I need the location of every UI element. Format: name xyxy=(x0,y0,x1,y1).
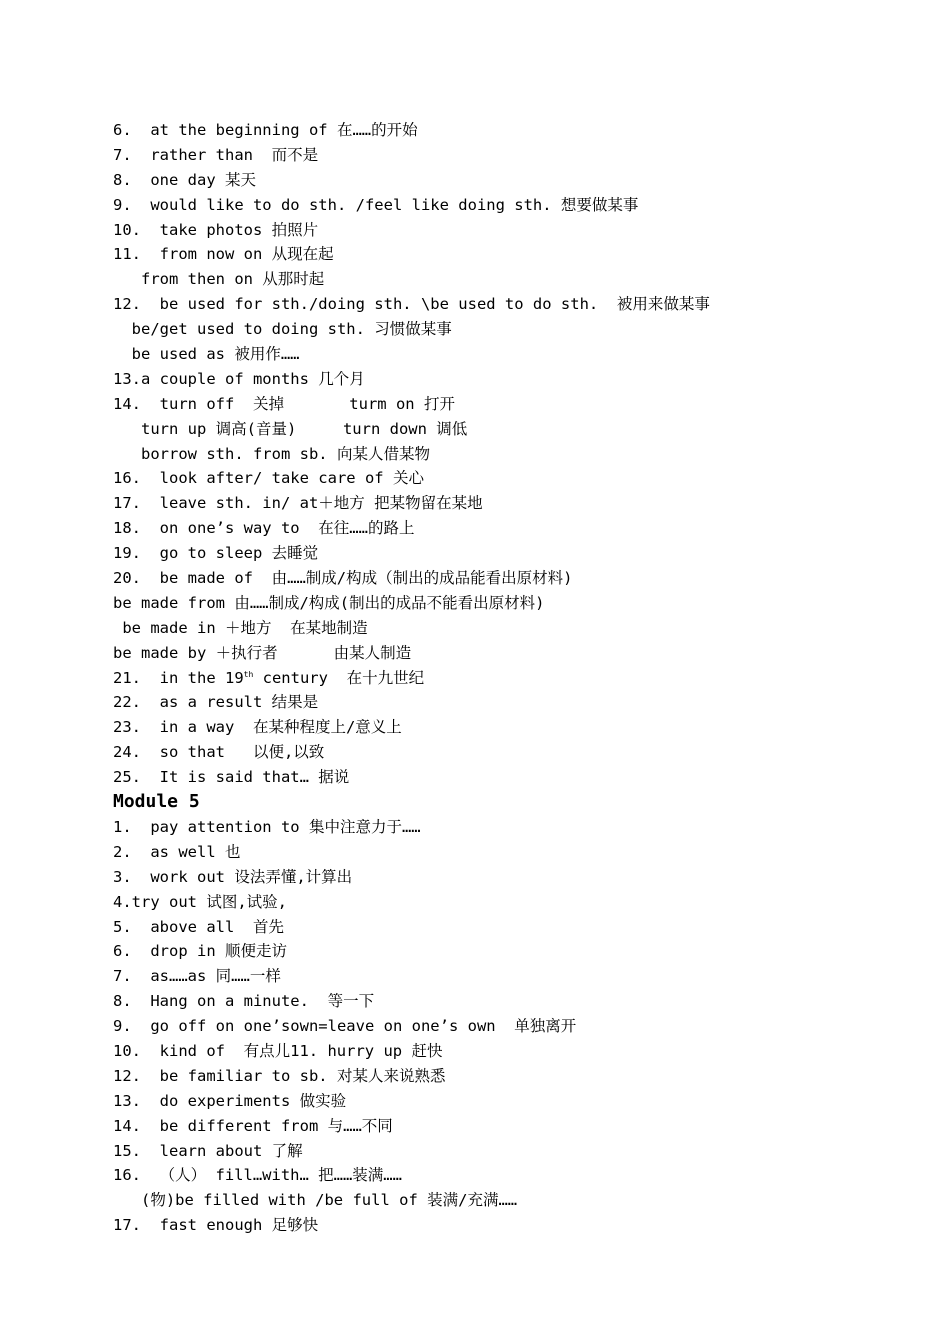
phrase-line: 10. take photos 拍照片 xyxy=(113,220,319,239)
phrase-line: 18. on one’s way to 在往……的路上 xyxy=(113,519,415,538)
phrase-group-module5 xyxy=(113,815,913,1238)
phrase-line: 8. one day 某天 xyxy=(113,170,256,189)
phrase-line: 16. （人） fill…with… 把……装满…… xyxy=(113,1166,402,1185)
phrase-line: 7. rather than 而不是 xyxy=(113,145,319,164)
phrase-line: 24. so that 以便,以致 xyxy=(113,743,325,762)
line21-prefix: 21. in the 19 xyxy=(113,668,244,687)
phrase-line: 23. in a way 在某种程度上/意义上 xyxy=(113,718,402,737)
phrase-line: 20. be made of 由……制成/构成（制出的成品能看出原材料) xyxy=(113,569,573,588)
phrase-line: 9. go off on one’sown=leave on one’s own 单独离开 xyxy=(113,1017,577,1036)
phrase-line: 13.a couple of months 几个月 xyxy=(113,369,365,388)
phrase-line: 7. as……as 同……一样 xyxy=(113,967,281,986)
line21-suffix: century 在十九世纪 xyxy=(253,668,425,687)
phrase-line: 12. be used for sth./doing sth. \be used to do sth. 被用来做某事 xyxy=(113,295,710,314)
phrase-line: 15. learn about 了解 xyxy=(113,1141,303,1160)
ordinal-superscript: th xyxy=(243,669,254,679)
module-heading: Module 5 xyxy=(113,791,200,813)
phrase-line: 6. drop in 顺便走访 xyxy=(113,942,287,961)
phrase-line: 2. as well 也 xyxy=(113,842,241,861)
phrase-line: 3. work out 设法弄懂,计算出 xyxy=(113,867,353,886)
phrase-line: 9. would like to do sth. /feel like doing sth. 想要做某事 xyxy=(113,195,639,214)
phrase-group-part2 xyxy=(113,690,913,790)
phrase-line: 19. go to sleep 去睡觉 xyxy=(113,544,319,563)
phrase-line: 1. pay attention to 集中注意力于…… xyxy=(113,817,421,836)
phrase-line: 12. be familiar to sb. 对某人来说熟悉 xyxy=(113,1066,446,1085)
phrase-line: 13. do experiments 做实验 xyxy=(113,1091,347,1110)
phrase-line: 17. leave sth. in/ at＋地方 把某物留在某地 xyxy=(113,494,483,513)
phrase-line: be made by ＋执行者 由某人制造 xyxy=(113,643,412,662)
phrase-line: from then on 从那时起 xyxy=(113,270,325,289)
phrase-line: be made from 由……制成/构成(制出的成品不能看出原材料) xyxy=(113,593,545,612)
phrase-line: 17. fast enough 足够快 xyxy=(113,1216,319,1235)
phrase-line: 16. look after/ take care of 关心 xyxy=(113,469,424,488)
phrase-line: 11. from now on 从现在起 xyxy=(113,245,334,264)
phrase-group-part1 xyxy=(113,118,913,666)
phrase-line-21 xyxy=(113,666,913,691)
phrase-line: 8. Hang on a minute. 等一下 xyxy=(113,992,375,1011)
phrase-line: 6. at the beginning of 在……的开始 xyxy=(113,121,418,139)
phrase-line: 10. kind of 有点儿11. hurry up 赶快 xyxy=(113,1041,443,1060)
phrase-line: 4.try out 试图,试验, xyxy=(113,892,287,911)
phrase-line: 5. above all 首先 xyxy=(113,917,284,936)
phrase-line: be made in ＋地方 在某地制造 xyxy=(113,618,368,637)
phrase-line: turn up 调高(音量) turn down 调低 xyxy=(113,419,468,438)
phrase-line: be used as 被用作…… xyxy=(113,345,300,364)
phrase-line: (物)be filled with /be full of 装满/充满…… xyxy=(113,1191,518,1210)
phrase-line: be/get used to doing sth. 习惯做某事 xyxy=(113,320,452,339)
phrase-line: borrow sth. from sb. 向某人借某物 xyxy=(113,444,430,463)
phrase-line: 14. be different from 与……不同 xyxy=(113,1116,393,1135)
phrase-line: 14. turn off 关掉 turm on 打开 xyxy=(113,394,455,413)
phrase-list xyxy=(113,118,913,1238)
phrase-line: 25. It is said that… 据说 xyxy=(113,768,350,787)
phrase-line: 22. as a result 结果是 xyxy=(113,693,319,712)
